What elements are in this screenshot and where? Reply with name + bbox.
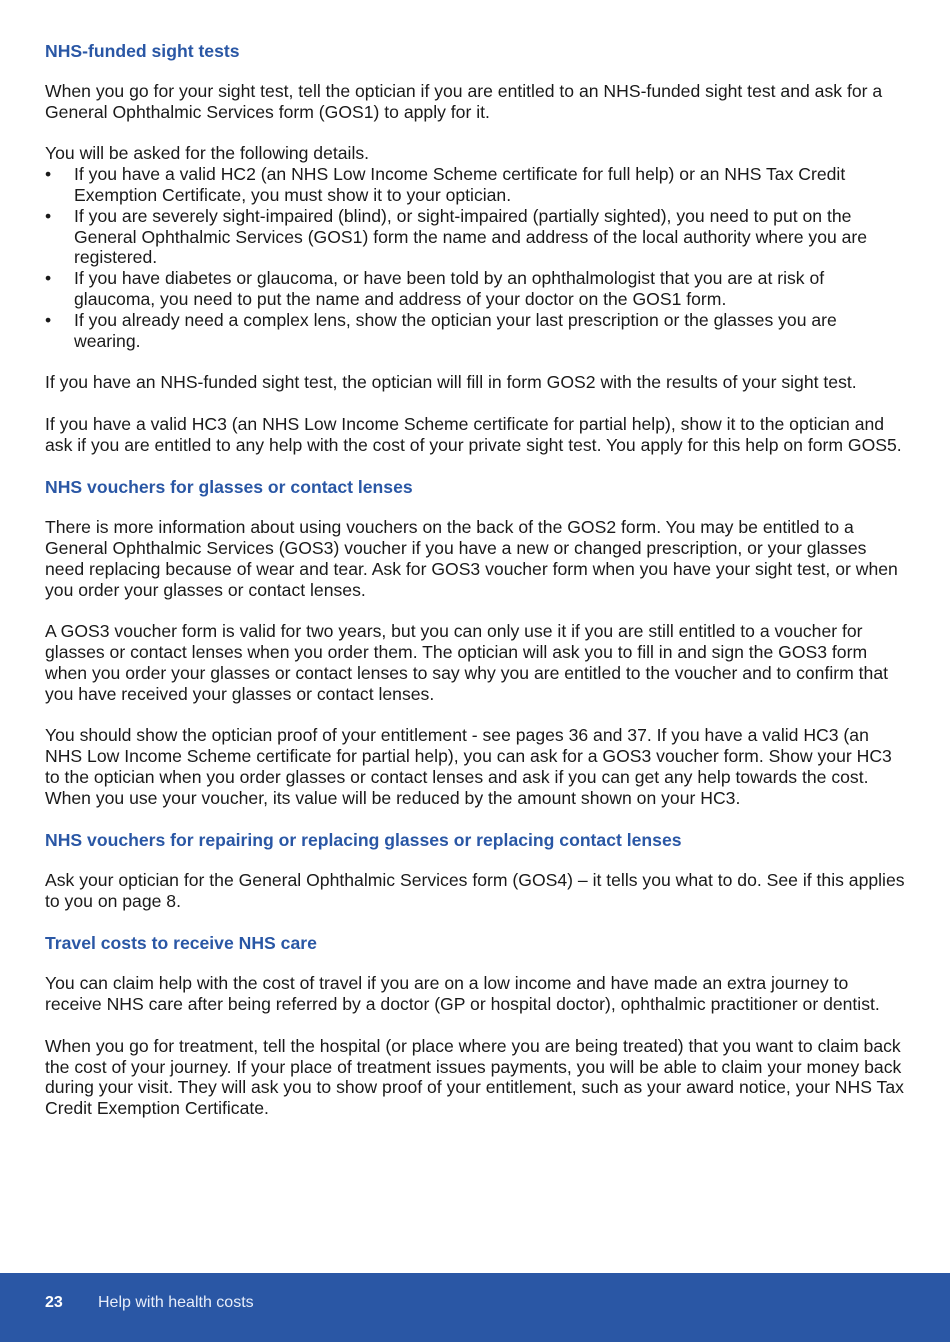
bullet-text: If you already need a complex lens, show the optician your last prescription or the glasses you are wearing. [74,309,837,351]
page-number: 23 [45,1294,63,1311]
bullet-item [45,206,905,268]
section-heading-vouchers: NHS vouchers for glasses or contact lenses [45,477,413,498]
footer-title: Help with health costs [98,1294,254,1311]
page-content [45,40,905,1119]
bullet-item [45,164,905,206]
bullet-glyph: • [45,309,52,330]
paragraph-vouchers-1: There is more information about using vouchers on the back of the GOS2 form. You may be entitled to a General Ophthalmic Services (GOS3) voucher if you have a new or changed prescription, or your glasses need replacing because of wear and tear. Ask for GOS3 voucher form when you have your sight test, or when you order your glasses or contact lenses. [45,517,898,600]
bullet-item [45,268,905,310]
paragraph-details-lead: You will be asked for the following details. [45,143,370,164]
paragraph-repairs: Ask your optician for the General Ophthalmic Services form (GOS4) – it tells you what to do. See if this applies to you on page 8. [45,870,905,911]
bullet-text: If you are severely sight-impaired (blind), or sight-impaired (partially sighted), you need to put on the General Ophthalmic Services (GOS1) form the name and address of the local authority where you are registered. [74,205,868,268]
bullet-text: If you have a valid HC2 (an NHS Low Income Scheme certificate for full help) or an NHS Tax Credit Exemption Certificate, you must show it to your optician. [74,164,846,205]
paragraph-gos2: If you have an NHS-funded sight test, the optician will fill in form GOS2 with the results of your sight test. [45,372,857,393]
section-heading-travel: Travel costs to receive NHS care [45,933,317,954]
bullet-text: If you have diabetes or glaucoma, or have been told by an ophthalmologist that you are at risk of glaucoma, you need to put the name and address of your doctor on the GOS1 form. [74,268,825,309]
paragraph-vouchers-3: You should show the optician proof of your entitlement - see pages 36 and 37. If you have a valid HC3 (an NHS Low Income Scheme certificate for partial help), you can ask for a GOS3 voucher form. Show your HC3 to the optician when you order glasses or contact lenses and ask if you can get any help towards the cost. When you use your voucher, its value will be reduced by the amount shown on your HC3. [45,725,892,808]
bullet-item [45,310,905,352]
paragraph-travel-1: You can claim help with the cost of travel if you are on a low income and have made an extra journey to receive NHS care after being referred by a doctor (GP or hospital doctor), ophthalmic practitioner or dentist. [45,973,880,1015]
section-heading-sight-tests: NHS-funded sight tests [45,41,240,61]
bullet-glyph: • [45,205,52,226]
paragraph-hc3: If you have a valid HC3 (an NHS Low Income Scheme certificate for partial help), show it to the optician and ask if you are entitled to any help with the cost of your private sight test. You apply for this help on form GOS5. [45,413,902,455]
section-heading-repairs: NHS vouchers for repairing or replacing glasses or replacing contact lenses [45,830,682,851]
bullet-list-details [45,164,905,351]
bullet-glyph: • [45,164,52,185]
paragraph-sight-tests-intro: When you go for your sight test, tell the optician if you are entitled to an NHS-funded sight test and ask for a General Ophthalmic Services form (GOS1) to apply for it. [45,81,883,122]
paragraph-travel-2: When you go for treatment, tell the hospital (or place where you are being treated) that you want to claim back the cost of your journey. If your place of treatment issues payments, you will be able to claim your money back during your visit. They will ask you to show proof of your entitlement, such as your award notice, your NHS Tax Credit Exemption Certificate. [45,1035,904,1119]
page-footer [0,1273,950,1342]
paragraph-vouchers-2: A GOS3 voucher form is valid for two years, but you can only use it if you are still entitled to a voucher for glasses or contact lenses when you order them. The optician will ask you to fill in and sign the GOS3 form when you order your glasses or contact lenses to say why you are entitled to the voucher and to confirm that you have received your glasses or contact lenses. [45,621,889,704]
bullet-glyph: • [45,268,52,289]
